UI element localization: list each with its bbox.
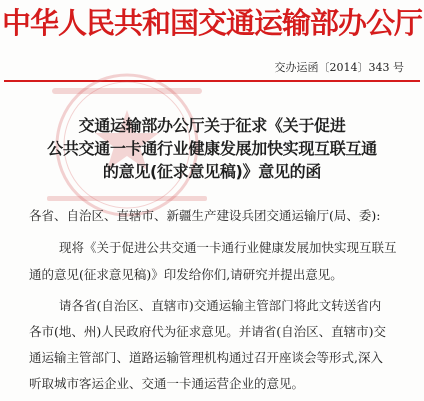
paragraph-2-line-4: 听取城市客运企业、交通一卡通运营企业的意见。 (29, 376, 305, 391)
paragraph-2-line-3: 通运输主管部门、道路运输管理机构通过召开座谈会等形式,深入 (29, 350, 383, 365)
title-line-2: 公共交通一卡通行业健康发展加快实现互联互通 (47, 139, 377, 158)
title-line-1: 交通运输部办公厅关于征求《关于促进 (78, 116, 346, 135)
red-rule-divider (4, 80, 420, 82)
agency-masthead: 中华人民共和国交通运输部办公厅 (1, 6, 422, 40)
title-line-3: 的意见(征求意见稿)》意见的函 (102, 162, 322, 181)
paragraph-1-line-1: 现将《关于促进公共交通一卡通行业健康发展加快实现互联互 (59, 240, 397, 255)
recipients-line: 各省、自治区、直辖市、新疆生产建设兵团交通运输厅(局、委): (29, 208, 381, 223)
paragraph-1-line-2: 通的意见(征求意见稿)》印发给你们,请研究并提出意见。 (29, 267, 343, 282)
paragraph-2-line-1: 请各省(自治区、直辖市)交通运输主管部门将此文转送省内 (59, 298, 382, 313)
paragraph-2-line-2: 各市(地、州)人民政府代为征求意见。并请省(自治区、直辖市)交 (29, 324, 387, 339)
document-number: 交办运函〔2014〕343 号 (274, 61, 404, 74)
